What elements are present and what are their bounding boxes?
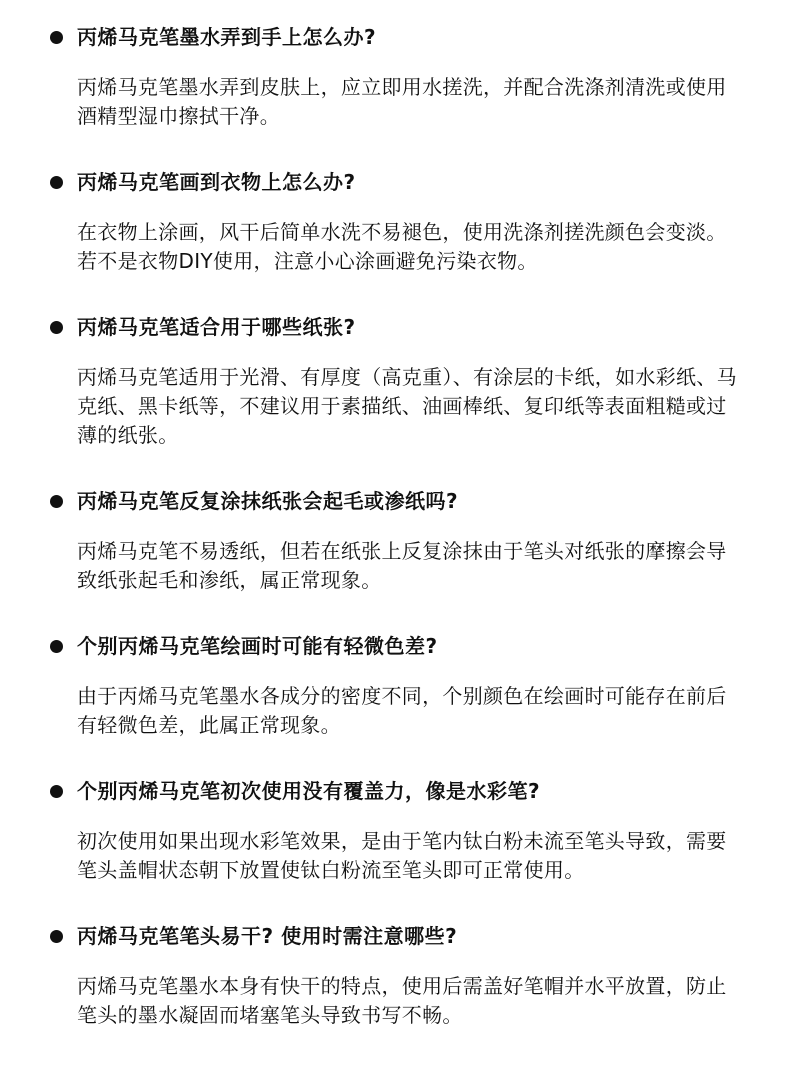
faq-question: 丙烯马克笔适合用于哪些纸张? xyxy=(77,315,356,339)
faq-list xyxy=(0,22,790,1030)
faq-question: 丙烯马克笔画到衣物上怎么办? xyxy=(77,170,356,194)
faq-question: 丙烯马克笔反复涂抹纸张会起毛或渗纸吗? xyxy=(77,489,459,513)
faq-answer: 在衣物上涂画，风干后简单水洗不易褪色，使用洗涤剂搓洗颜色会变淡。若不是衣物DIY使用，注意小心涂画避免污染衣物。 xyxy=(77,220,727,273)
faq-answer: 丙烯马克笔适用于光滑、有厚度（高克重）、有涂层的卡纸，如水彩纸、马克纸、黑卡纸等，不建议用于素描纸、油画棒纸、复印纸等表面粗糙或过薄的纸张。 xyxy=(77,365,737,447)
faq-question: 个别丙烯马克笔初次使用没有覆盖力，像是水彩笔? xyxy=(77,779,541,803)
faq-item xyxy=(0,22,790,131)
faq-question: 丙烯马克笔笔头易干? 使用时需注意哪些? xyxy=(77,924,458,948)
faq-item xyxy=(0,486,790,595)
bullet-dot-icon xyxy=(50,930,63,943)
faq-item xyxy=(0,167,790,276)
faq-answer: 由于丙烯马克笔墨水各成分的密度不同，个别颜色在绘画时可能存在前后有轻微色差，此属正常现象。 xyxy=(77,684,727,737)
bullet-dot-icon xyxy=(50,321,63,334)
faq-item xyxy=(0,312,790,450)
faq-question: 个别丙烯马克笔绘画时可能有轻微色差? xyxy=(77,634,438,658)
faq-answer: 丙烯马克笔不易透纸，但若在纸张上反复涂抹由于笔头对纸张的摩擦会导致纸张起毛和渗纸，属正常现象。 xyxy=(77,539,727,592)
bullet-dot-icon xyxy=(50,176,63,189)
faq-question: 丙烯马克笔墨水弄到手上怎么办? xyxy=(77,25,377,49)
faq-answer: 初次使用如果出现水彩笔效果，是由于笔内钛白粉未流至笔头导致，需要笔头盖帽状态朝下放置使钛白粉流至笔头即可正常使用。 xyxy=(77,829,727,882)
bullet-dot-icon xyxy=(50,785,63,798)
faq-answer: 丙烯马克笔墨水本身有快干的特点，使用后需盖好笔帽并水平放置，防止笔头的墨水凝固而堵塞笔头导致书写不畅。 xyxy=(77,974,727,1027)
faq-item xyxy=(0,631,790,740)
bullet-dot-icon xyxy=(50,31,63,44)
bullet-dot-icon xyxy=(50,495,63,508)
faq-item xyxy=(0,776,790,885)
faq-item xyxy=(0,921,790,1030)
bullet-dot-icon xyxy=(50,640,63,653)
faq-answer: 丙烯马克笔墨水弄到皮肤上，应立即用水搓洗，并配合洗涤剂清洗或使用酒精型湿巾擦拭干净。 xyxy=(77,75,727,128)
